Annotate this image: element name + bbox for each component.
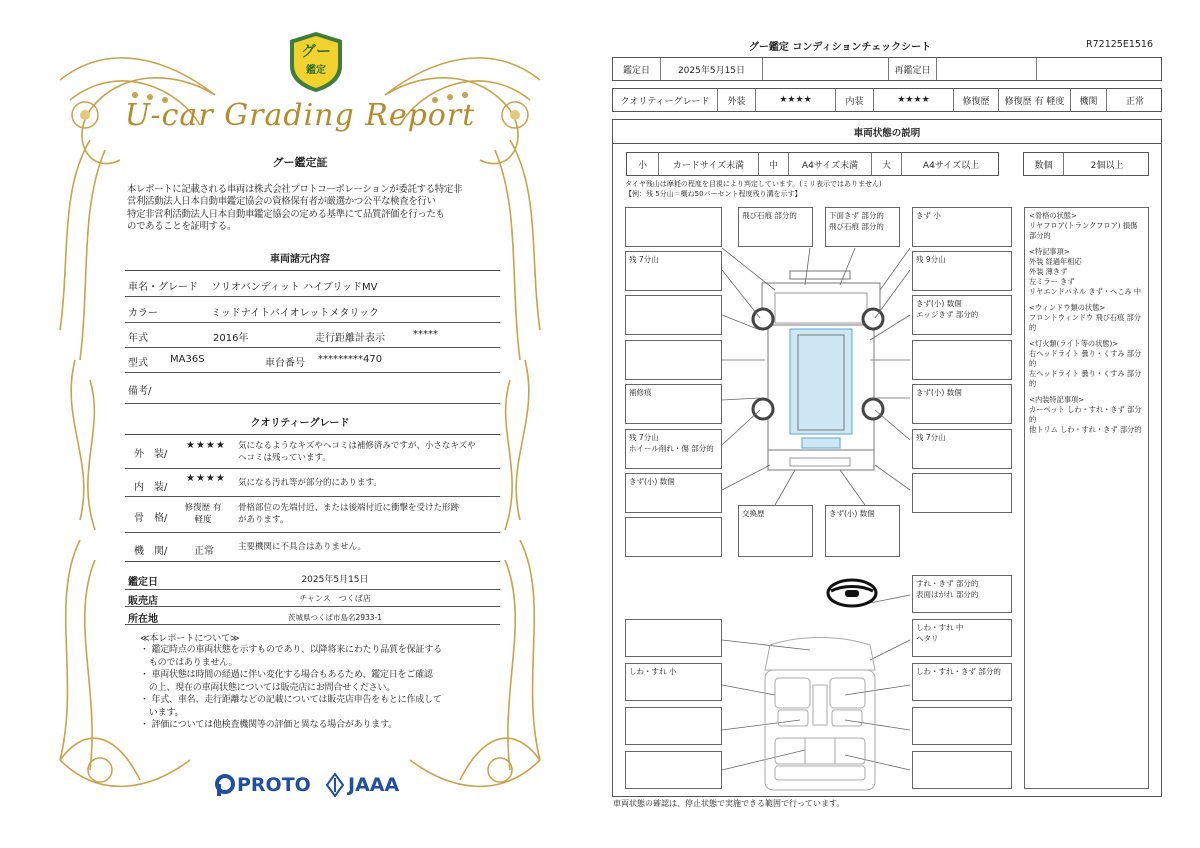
document-id: R72125E1516 xyxy=(1086,39,1154,50)
note-line: の上、現在の車両状態については販売店にお問合せください。 xyxy=(140,682,396,693)
intro-text xyxy=(127,184,507,233)
color-label: カラー xyxy=(128,308,158,319)
legend-mid-desc: A4サイズ未満 xyxy=(789,153,872,175)
intro-line: 営利活動法人日本自動車鑑定協会の資格保有者が厳選かつ公平な検査を行い xyxy=(127,196,436,208)
detail-line: フロントウィンドウ 飛び石痕 部分的 xyxy=(1029,313,1141,332)
car-interior-diagram xyxy=(750,630,890,800)
detail-line: 外装 薄きず xyxy=(1029,267,1068,276)
remark-box-i6 xyxy=(912,751,1012,789)
remark-box-r4 xyxy=(912,340,1012,380)
detail-special xyxy=(1029,247,1144,297)
grade-exterior-desc xyxy=(238,440,498,464)
remark-box-r2: 残 9分山 xyxy=(912,251,1012,291)
details-panel xyxy=(1024,207,1149,789)
remark-line: しわ・すれ 中 xyxy=(916,623,964,632)
grade-exterior-label: 外 装/ xyxy=(134,449,168,460)
row2-interior-label: 内装 xyxy=(836,89,874,111)
grade-interior-label: 内 装/ xyxy=(134,482,168,493)
remark-box-b2: きず(小) 数個 xyxy=(825,505,900,557)
steering-wheel-icon xyxy=(825,577,879,609)
note-line: ・ 車両状態は時間の経過に伴い変化する場合もあるため、鑑定日をご確認 xyxy=(140,670,433,680)
mileage-label: 走行距離計表示 xyxy=(315,333,385,344)
row2-repair-value: 修復歴 有 軽度 xyxy=(999,89,1071,111)
note-line: ・ 鑑定時点の車両状態を示すものであり、以降将来にわたり品質を保証する xyxy=(140,645,442,655)
appraisal-date-value: 2025年5月15日 xyxy=(301,575,369,585)
grade-frame-value xyxy=(178,502,228,526)
remark-box-r5: きず(小) 数個 xyxy=(912,384,1012,424)
grade-engine-value: 正常 xyxy=(194,546,214,557)
chassis-value: *********470 xyxy=(318,354,383,365)
section-title: 車両状態の説明 xyxy=(853,128,921,139)
jaaa-logo xyxy=(326,772,399,798)
proto-mark-icon xyxy=(215,774,235,796)
remark-box-t1: 飛び石痕 部分的 xyxy=(738,207,813,247)
remark-box-i2 xyxy=(912,619,1012,657)
detail-window xyxy=(1029,303,1144,333)
detail-lights xyxy=(1029,339,1144,389)
badge-top-text: グー xyxy=(300,42,331,60)
row2-interior-value: ★★★★ xyxy=(874,89,954,111)
row1-date-value: 2025年5月15日 xyxy=(661,58,763,80)
remark-box-l7: きず(小) 数個 xyxy=(625,473,722,513)
frame-value-line: 修復歴 有 xyxy=(184,503,222,513)
script-title: U-car Grading Report xyxy=(124,98,476,133)
legend-count-desc: 2個以上 xyxy=(1090,160,1124,171)
grade-interior-desc: 気になる汚れ等が部分的にあります。 xyxy=(238,478,382,488)
notes-list xyxy=(140,644,500,732)
remark-box-r3 xyxy=(912,295,1012,335)
remark-box-l2: 残 7分山 xyxy=(625,251,722,291)
remark-line: すれ・きず 部分的 xyxy=(916,579,979,588)
mileage-value: ***** xyxy=(413,329,438,340)
grade-frame-label: 骨 格/ xyxy=(134,513,168,524)
detail-line: <特記事項> xyxy=(1029,247,1070,256)
location-value: 茨城県つくば市島名2933-1 xyxy=(287,613,383,622)
row1-reappraisal-label: 再鑑定日 xyxy=(889,58,937,80)
desc-line: ヘコミは残っています。 xyxy=(238,453,331,463)
row2-engine-value: 正常 xyxy=(1125,96,1144,107)
remark-line: へタリ xyxy=(916,634,939,643)
remark-box-i8 xyxy=(625,707,722,745)
legend-large: 大 xyxy=(872,153,902,175)
sheet-footer: 車両状態の確認は、停止状態で実施できる範囲で行っています。 xyxy=(613,799,845,808)
goo-kantei-badge xyxy=(288,30,344,94)
intro-line: のであることを証明する。 xyxy=(127,220,236,232)
badge-bottom-text: 鑑定 xyxy=(306,65,326,76)
intro-line: 本レポートに記載される車両は株式会社プロトコーポレーションが委託する特定非 xyxy=(127,184,463,195)
remark-box-i7 xyxy=(625,619,722,657)
detail-frame xyxy=(1029,211,1144,241)
remark-line: ホイール削れ・傷 部分的 xyxy=(629,444,714,453)
intro-line: 特定非営利活動法人日本自動車鑑定協会の定める基準にて品質評価を行ったも xyxy=(127,208,445,220)
cert-title: グー鑑定証 xyxy=(272,156,328,169)
row2-repair-label: 修復歴 xyxy=(954,89,999,111)
tire-note-line: 【例：残 5分山＝概ね50パーセント程度残り溝を示す】 xyxy=(625,190,802,198)
note-line: ものではありません。 xyxy=(140,657,238,668)
remark-line: 残 7分山 xyxy=(629,433,659,442)
detail-line: <骨格の状態> xyxy=(1029,211,1077,220)
row1-date-label: 鑑定日 xyxy=(613,58,661,80)
year-label: 年式 xyxy=(128,333,148,344)
shop-value: チャンス つくば店 xyxy=(299,594,371,603)
legend-large-desc: A4サイズ以上 xyxy=(922,160,980,171)
desc-line: 骨格部位の先端付近、または後端付近に衝撃を受けた形跡 xyxy=(238,503,460,513)
row2-exterior-value: ★★★★ xyxy=(756,89,836,111)
row2-exterior-label: 外装 xyxy=(718,89,756,111)
detail-line: カーペット しわ・すれ・きず 部分的 xyxy=(1029,405,1142,424)
year-value: 2016年 xyxy=(213,333,249,344)
detail-line: 外装 経過年相応 xyxy=(1029,257,1082,266)
detail-interior xyxy=(1029,395,1144,435)
remark-box-l5: 補修痕 xyxy=(625,384,722,424)
row2-grade-label: クオリティーグレード xyxy=(613,89,718,111)
detail-line: <ウィンドウ類の状態> xyxy=(1029,303,1106,312)
frame-value-line: 軽度 xyxy=(194,515,212,525)
desc-line: があります。 xyxy=(238,515,289,525)
note-line: ・ 評価については他検査機関等の評価と異なる場合があります。 xyxy=(140,720,397,730)
notes-title: ≪本レポートについて≫ xyxy=(140,634,240,644)
remark-box-l1 xyxy=(625,207,722,247)
remark-box-t2 xyxy=(825,207,900,247)
detail-line: 左ミラー きず xyxy=(1029,277,1075,286)
desc-line: 気になるようなキズやヘコミは補修済みですが、小さなキズや xyxy=(238,441,476,451)
detail-line: 部分的 xyxy=(1029,231,1051,240)
proto-logo xyxy=(215,772,311,798)
spec-title: 車両諸元内容 xyxy=(270,254,330,265)
chassis-label: 車台番号 xyxy=(265,358,305,369)
detail-line: リヤエンドパネル きず・へこみ 中 xyxy=(1029,287,1142,296)
detail-line: <灯火類(ライト等の状態)> xyxy=(1029,339,1119,348)
grade-engine-desc: 主要機関に不具合はありません。 xyxy=(238,542,367,552)
remark-box-b1: 交換歴 xyxy=(738,505,813,557)
remark-line: 表面はがれ 部分的 xyxy=(916,590,979,599)
proto-logo-text: PROTO xyxy=(237,774,311,796)
grade-title: クオリティーグレード xyxy=(250,418,350,429)
remark-box-r6: 残 7分山 xyxy=(912,429,1012,469)
grade-interior-stars: ★★★★ xyxy=(186,473,226,484)
grade-frame-desc xyxy=(238,502,498,526)
car-name-label: 車名・グレード xyxy=(128,282,198,293)
remark-box-l8 xyxy=(625,517,722,557)
jaaa-logo-text: JAAA xyxy=(348,774,400,796)
tire-note-line: タイヤ残山は摩耗の程度を目視により判定しています。(ミリ表示ではありません) xyxy=(625,180,882,188)
remark-box-i3: しわ・すれ 小 xyxy=(625,663,722,701)
remark-line: エッジきず 部分的 xyxy=(916,310,979,319)
remark-box-r7 xyxy=(912,473,1012,513)
detail-line: 他トリム しわ・すれ・きず 部分的 xyxy=(1029,425,1142,434)
remark-box-l4 xyxy=(625,340,722,380)
remark-line: 下面きず 部分的 xyxy=(829,211,884,220)
detail-line: リヤフロア(トランクフロア) 損傷 xyxy=(1029,221,1138,230)
model-value: MA36S xyxy=(170,354,205,365)
detail-line: <内装特記事項> xyxy=(1029,395,1085,404)
grade-engine-label: 機 関/ xyxy=(134,546,168,557)
sheet-title: グー鑑定 コンディションチェックシート xyxy=(748,42,932,53)
car-name-value: ソリオバンディット ハイブリッドMV xyxy=(211,282,378,293)
remark-box-i5 xyxy=(912,707,1012,745)
legend-small-desc: カードサイズ未満 xyxy=(659,153,759,175)
legend-count: 数個 xyxy=(1024,153,1064,175)
remark-line: 飛び石痕 部分的 xyxy=(829,222,884,231)
remark-box-l3 xyxy=(625,295,722,335)
remark-box-i9 xyxy=(625,751,722,789)
legend-mid: 中 xyxy=(759,153,789,175)
remark-box-i1 xyxy=(912,575,1012,613)
row2-engine-label: 機関 xyxy=(1071,89,1107,111)
jaaa-mark-icon xyxy=(326,773,344,797)
remark-box-l6 xyxy=(625,429,722,469)
detail-line: 右ヘッドライト 曇り・くすみ 部分的 xyxy=(1029,349,1142,368)
model-label: 型式 xyxy=(128,358,148,369)
detail-line: 左ヘッドライト 曇り・くすみ 部分的 xyxy=(1029,369,1142,388)
condition-check-sheet xyxy=(600,0,1200,848)
remark-line: きず(小) 数個 xyxy=(916,299,962,308)
appraisal-date-label: 鑑定日 xyxy=(128,577,158,588)
remark-box-i4: しわ・すれ・きず 部分的 xyxy=(912,663,1012,701)
note-line: ・ 年式、車名、走行距離などの記載については販売店申告をもとに作成して xyxy=(140,695,442,705)
legend-small: 小 xyxy=(627,153,659,175)
note-line: います。 xyxy=(140,707,184,718)
note-label: 備考/ xyxy=(128,386,152,397)
location-label: 所在地 xyxy=(128,614,158,625)
shop-label: 販売店 xyxy=(128,596,158,607)
remark-box-r1: きず 小 xyxy=(912,207,1012,247)
grade-exterior-stars: ★★★★ xyxy=(186,440,226,451)
color-value: ミッドナイトバイオレットメタリック xyxy=(211,308,379,319)
